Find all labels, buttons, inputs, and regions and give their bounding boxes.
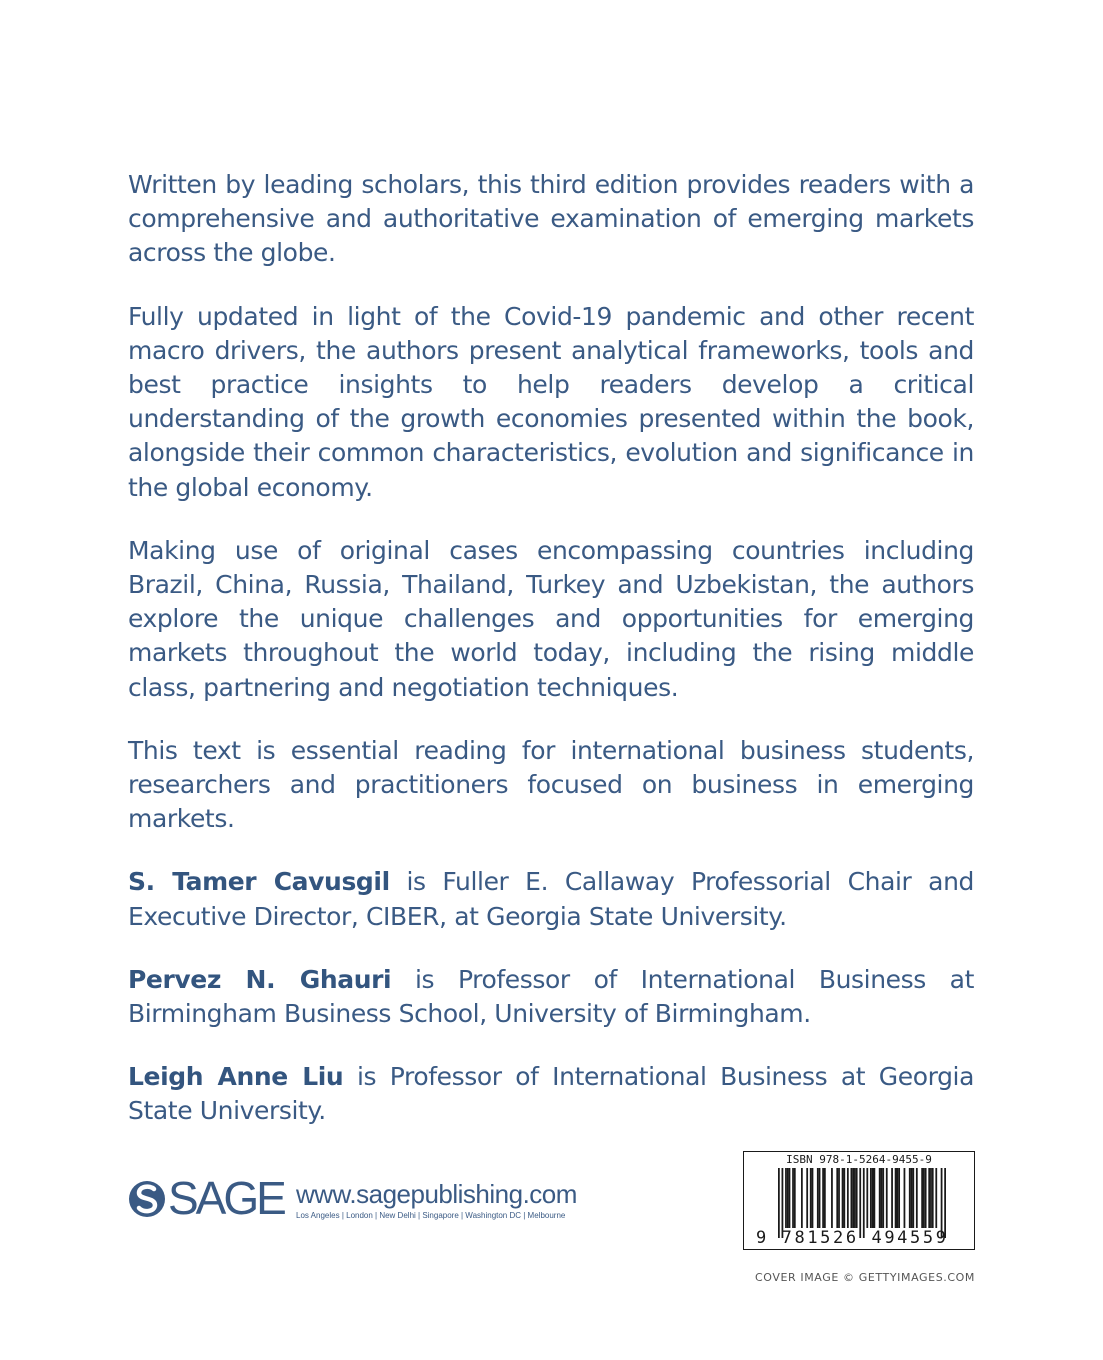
barcode-bar: [872, 1168, 874, 1228]
barcode-bar: [932, 1168, 934, 1228]
barcode-bar: [817, 1168, 819, 1228]
author-bio-1: [128, 865, 974, 933]
author-name: Pervez N. Ghauri: [128, 964, 392, 994]
barcode-bar: [870, 1168, 872, 1228]
barcode-bar: [787, 1168, 789, 1228]
barcode-bar: [925, 1168, 927, 1228]
barcode-bar: [785, 1168, 787, 1228]
isbn-label: ISBN 978-1-5264-9455-9: [786, 1153, 932, 1166]
barcode-bar: [930, 1168, 932, 1228]
barcode-bar: [854, 1168, 856, 1228]
barcode-bar: [824, 1168, 826, 1228]
blurb-paragraph-4: This text is essential reading for international business students, researchers and practitioners focused on business in emerging markets.: [128, 735, 974, 834]
author-bio-text: is Fuller E. Callaway Professorial Chair and Executive Director, CIBER, at Georgia State University.: [128, 867, 974, 931]
barcode-bar: [928, 1168, 930, 1228]
barcode-bar: [836, 1168, 838, 1228]
barcode-bar: [810, 1168, 812, 1228]
barcode-bar: [866, 1168, 868, 1228]
barcode-bar: [896, 1168, 898, 1228]
blurb-paragraph-2: Fully updated in light of the Covid-19 pandemic and other recent macro drivers, the authors present analytical frameworks, tools and best practice insights to help readers develop a critical understanding of the growth economies presented within the book, alongside their common characteristics, evolution and significance in the global economy.: [128, 301, 974, 502]
publisher-url[interactable]: www.sagepublishing.com: [296, 1179, 577, 1209]
barcode-bar: [891, 1168, 893, 1228]
barcode-bar: [831, 1168, 833, 1228]
author-bio-2: [128, 963, 974, 1031]
cover-image-credit: COVER IMAGE © GETTYIMAGES.COM: [755, 1271, 975, 1284]
barcode-bar: [792, 1168, 794, 1228]
sage-logo-text: SAGE: [168, 1172, 284, 1224]
barcode-bar: [935, 1168, 937, 1228]
ean-digits: 9 781526 494559: [756, 1228, 949, 1248]
barcode-bar: [921, 1168, 923, 1228]
barcode-bar: [794, 1168, 796, 1228]
barcode-bar: [789, 1168, 791, 1228]
blurb-paragraph-3: Making use of original cases encompassing countries including Brazil, China, Russia, Thailand, Turkey and Uzbekistan, the authors explore the unique challenges and opportunities for emerging markets throughout the world today, including the rising middle class, partnering and negotiation techniques.: [128, 535, 974, 702]
blurb-paragraph-1: Written by leading scholars, this third edition provides readers with a comprehensive and authoritative examination of emerging markets across the globe.: [128, 170, 974, 268]
publisher-cities: Los Angeles | London | New Delhi | Singapore | Washington DC | Melbourne: [296, 1211, 566, 1220]
author-name: S. Tamer Cavusgil: [128, 867, 390, 897]
isbn-barcode: [743, 1151, 975, 1250]
sage-logo-icon: [128, 1177, 168, 1221]
barcode-bar: [879, 1168, 881, 1228]
barcode-bar: [909, 1168, 911, 1228]
barcode-bar: [838, 1168, 840, 1228]
barcode-bar: [898, 1168, 900, 1228]
barcode-bar: [801, 1168, 803, 1228]
barcode-bar: [851, 1168, 853, 1228]
barcode-bar: [886, 1168, 888, 1228]
barcode-bar: [895, 1168, 897, 1228]
barcode-bar: [856, 1168, 858, 1228]
barcode-bar: [904, 1168, 906, 1228]
publisher-block: [128, 1172, 648, 1225]
barcode-bar: [843, 1168, 845, 1228]
author-bio-text: is Professor of International Business at Georgia State University.: [128, 1062, 975, 1126]
barcode-bar: [852, 1168, 854, 1228]
barcode-bar: [923, 1168, 925, 1228]
barcode-bar: [842, 1168, 844, 1228]
barcode-bar: [916, 1168, 918, 1228]
barcode-bar: [812, 1168, 814, 1228]
author-bio-3: [128, 1060, 974, 1128]
barcode-bar: [873, 1168, 875, 1228]
barcode-bar: [912, 1168, 914, 1228]
barcode-bar: [847, 1168, 849, 1228]
barcode-bar: [882, 1168, 884, 1228]
back-cover-blurb: [128, 168, 974, 1158]
author-name: Leigh Anne Liu: [128, 1062, 344, 1092]
barcode-bar: [806, 1168, 808, 1228]
barcode-bar: [819, 1168, 821, 1228]
author-bio-text: is Professor of International Business at Birmingham Business School, University of Birmingham.: [128, 964, 974, 1029]
barcode-bar: [881, 1168, 883, 1228]
barcode-bar: [911, 1168, 913, 1228]
barcode-bar: [822, 1168, 824, 1228]
